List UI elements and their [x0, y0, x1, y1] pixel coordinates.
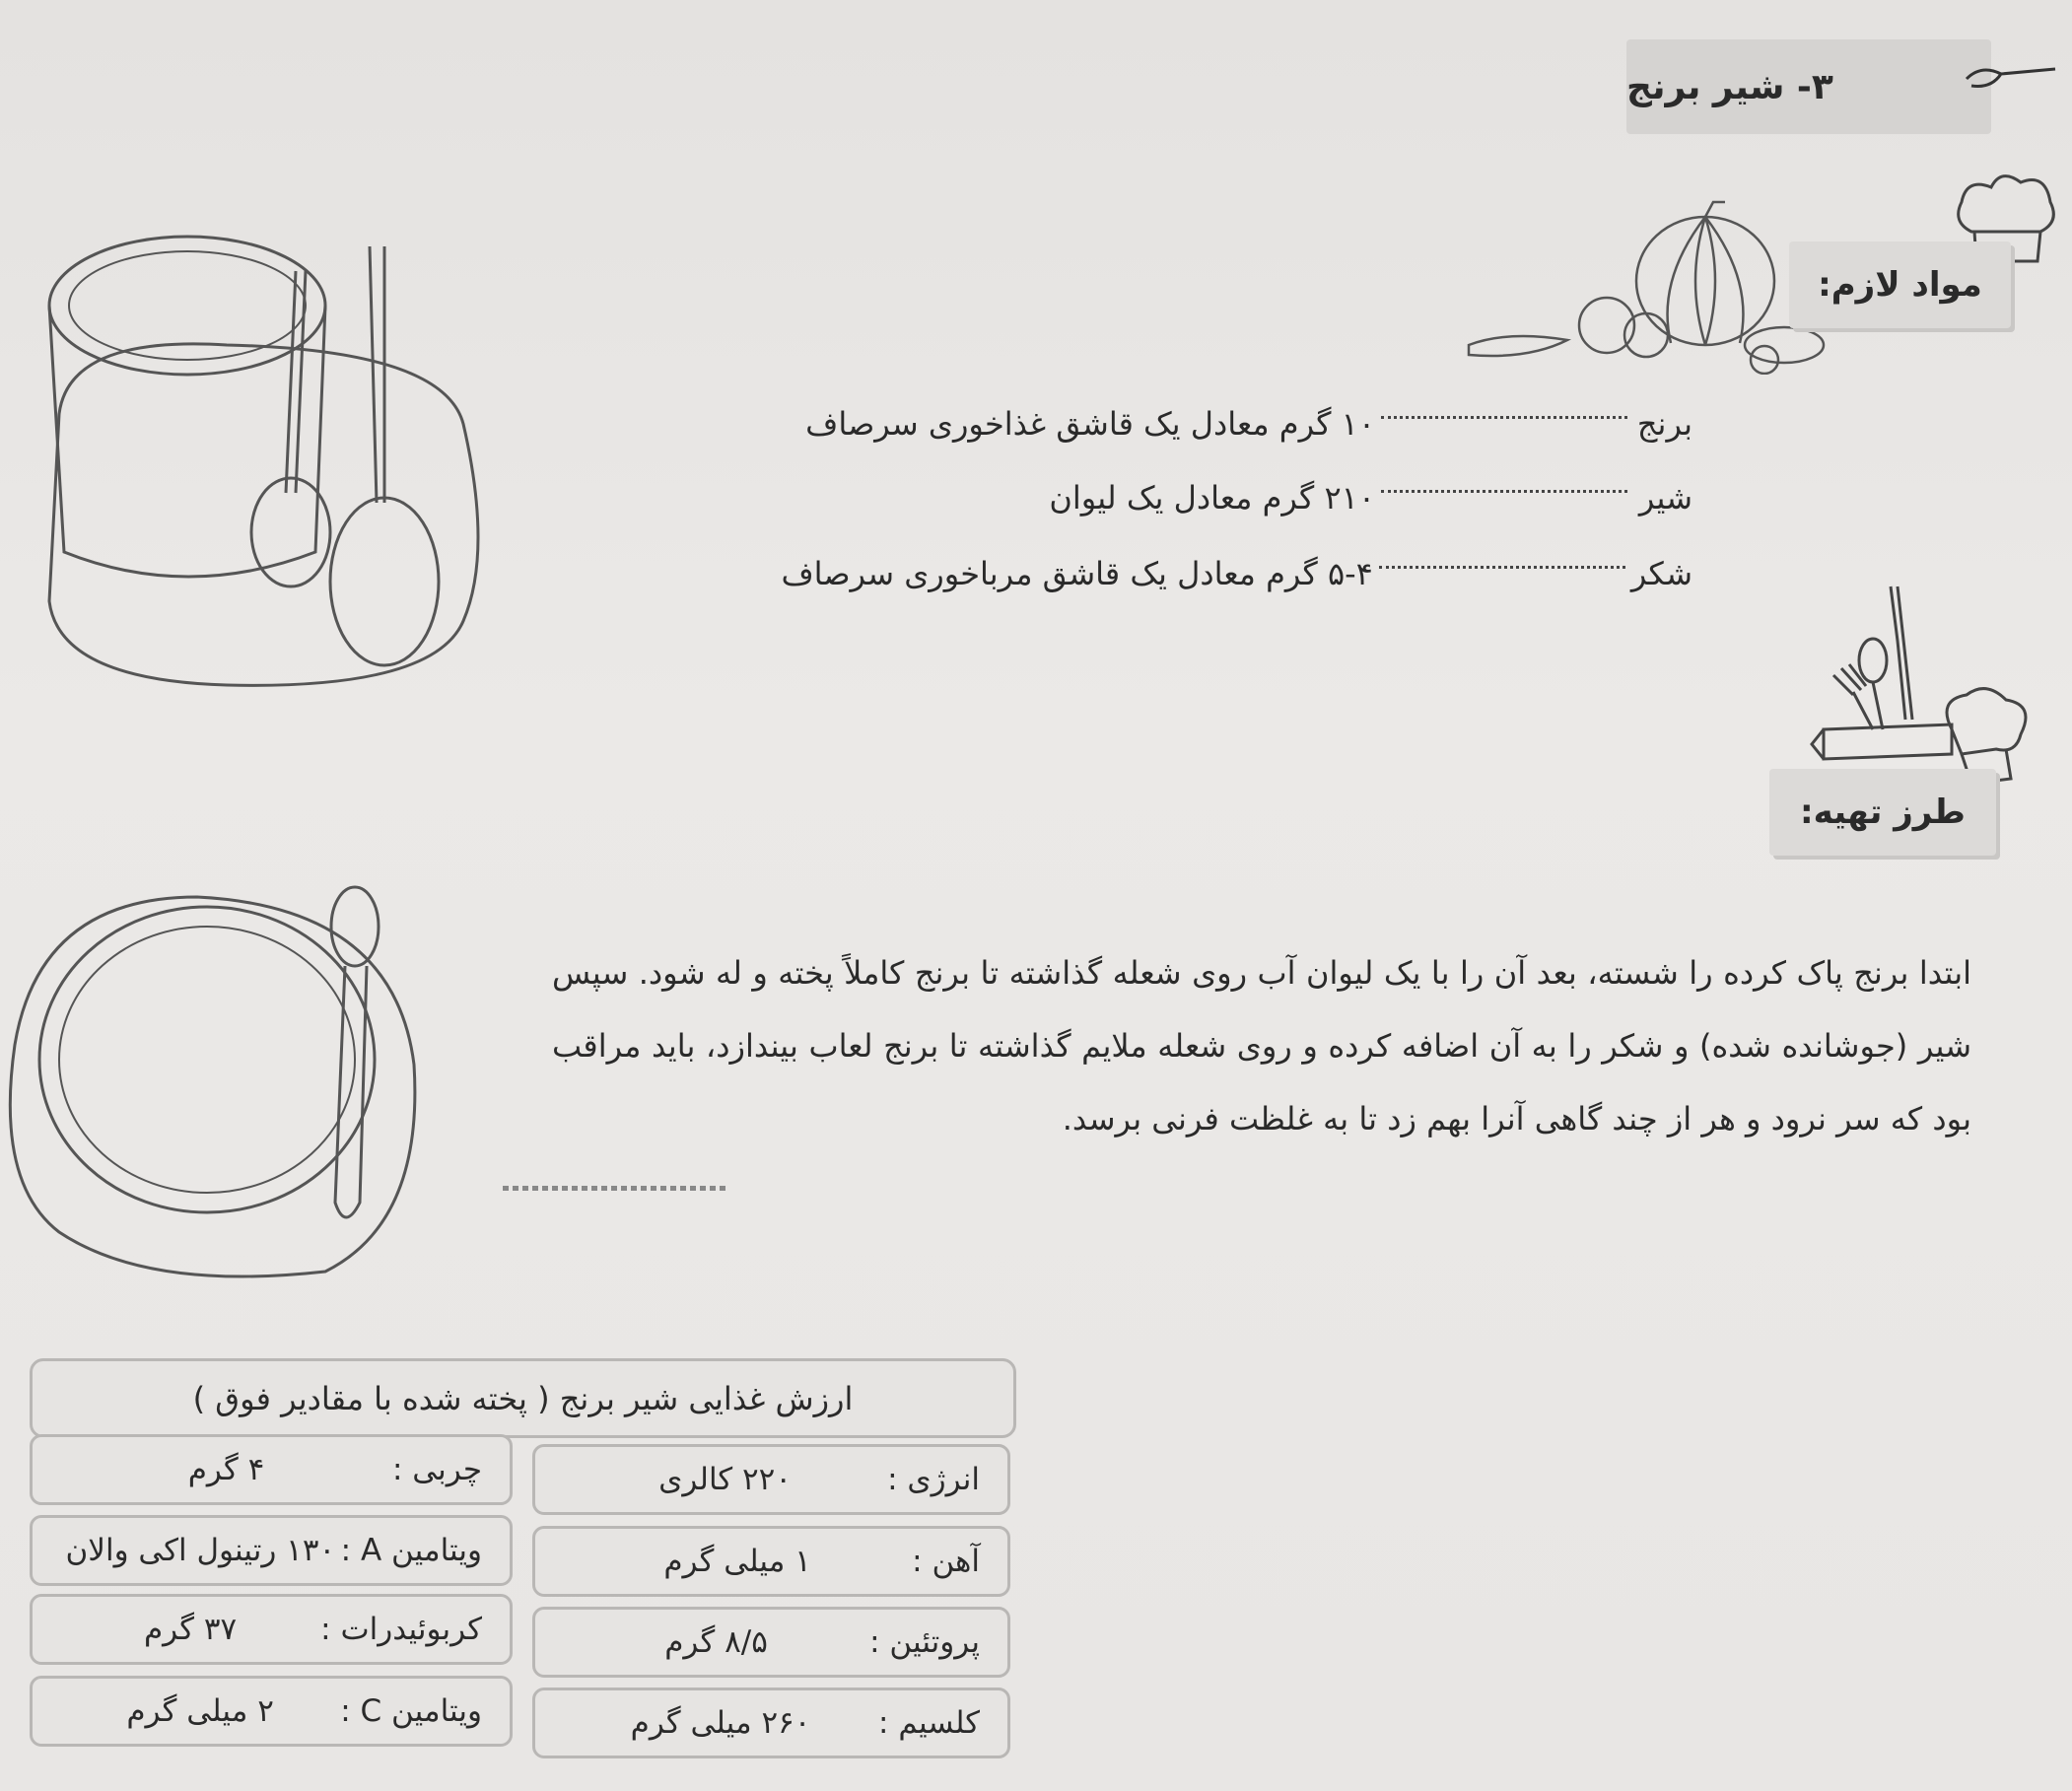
- nutrition-value: ۸/۵ گرم: [664, 1624, 768, 1660]
- nutrition-value: ۳۷ گرم: [143, 1612, 238, 1647]
- ingredient-amount: ۲۱۰ گرم معادل یک لیوان: [1049, 479, 1375, 517]
- recipe-title: ۳- شیر برنج: [1626, 66, 1833, 107]
- nutrition-label: کربوئیدرات :: [320, 1612, 482, 1647]
- decorative-divider: [503, 1186, 729, 1191]
- dotted-leader: [1379, 544, 1625, 569]
- nutrition-label: کلسیم :: [878, 1705, 980, 1741]
- nutrition-heading: ارزش غذایی شیر برنج ( پخته شده با مقادیر فوق ): [30, 1358, 1016, 1438]
- ingredient-row: [687, 544, 1692, 603]
- ingredient-name: شیر: [1638, 479, 1692, 517]
- nutrition-cell-vitamin-c: [30, 1676, 513, 1747]
- ingredient-row: [687, 468, 1692, 527]
- nutrition-label: ویتامین A :: [340, 1533, 482, 1568]
- nutrition-label: پروتئین :: [869, 1624, 980, 1660]
- milk-cup-illustration: [30, 227, 493, 700]
- pointer-hand-icon: [1962, 54, 2060, 103]
- nutrition-value: ۴ گرم: [187, 1452, 265, 1487]
- nutrition-cell-energy: [532, 1444, 1010, 1515]
- vegetables-illustration: [1459, 197, 1833, 375]
- ingredient-amount: ۱۰ گرم معادل یک قاشق غذاخوری سرصاف: [805, 405, 1375, 443]
- nutrition-label: چربی :: [391, 1452, 482, 1487]
- ingredient-row: [687, 394, 1692, 453]
- nutrition-value: ۲۶۰ میلی گرم: [630, 1705, 811, 1741]
- nutrition-value: ۲ میلی گرم: [126, 1693, 274, 1729]
- nutrition-value: ۱ میلی گرم: [663, 1544, 811, 1579]
- nutrition-cell-fat: [30, 1434, 513, 1505]
- ingredient-amount: ۵-۴ گرم معادل یک قاشق مرباخوری سرصاف: [781, 555, 1373, 592]
- nutrition-cell-calcium: [532, 1688, 1010, 1758]
- nutrition-cell-iron: [532, 1526, 1010, 1597]
- rice-pudding-plate-illustration: [0, 867, 434, 1291]
- dotted-leader: [1381, 394, 1627, 419]
- preparation-heading: طرز تهیه:: [1769, 769, 1996, 856]
- nutrition-cell-protein: [532, 1607, 1010, 1678]
- preparation-text: ابتدا برنج پاک کرده را شسته، بعد آن را با یک لیوان آب روی شعله گذاشته تا برنج کاملاً پخته و له شود. سپس شیر (جوشانده شده) و شکر را به آن اضافه کرده و روی شعله ملایم گذاشته تا برنج لعاب بیندازد، باید مراقب بود که سر نرود و هر از چند گاهی آنرا بهم زد تا به غلظت فرنی برسد.: [552, 954, 1971, 1137]
- dotted-leader: [1381, 468, 1627, 493]
- recipe-title-box: [1626, 39, 1991, 134]
- nutrition-cell-carbohydrate: [30, 1594, 513, 1665]
- nutrition-value: ۲۲۰ کالری: [658, 1462, 792, 1497]
- utensils-illustration: [1804, 582, 2060, 798]
- ingredient-name: شکر: [1630, 555, 1692, 592]
- nutrition-cell-vitamin-a: [30, 1515, 513, 1586]
- nutrition-label: ویتامین C :: [340, 1693, 482, 1729]
- ingredients-heading: مواد لازم:: [1789, 241, 2011, 328]
- nutrition-label: آهن :: [912, 1544, 980, 1579]
- nutrition-value: ۱۳۰ رتینول اکی والان: [65, 1533, 336, 1568]
- nutrition-label: انرژی :: [887, 1462, 980, 1497]
- ingredient-name: برنج: [1636, 405, 1692, 443]
